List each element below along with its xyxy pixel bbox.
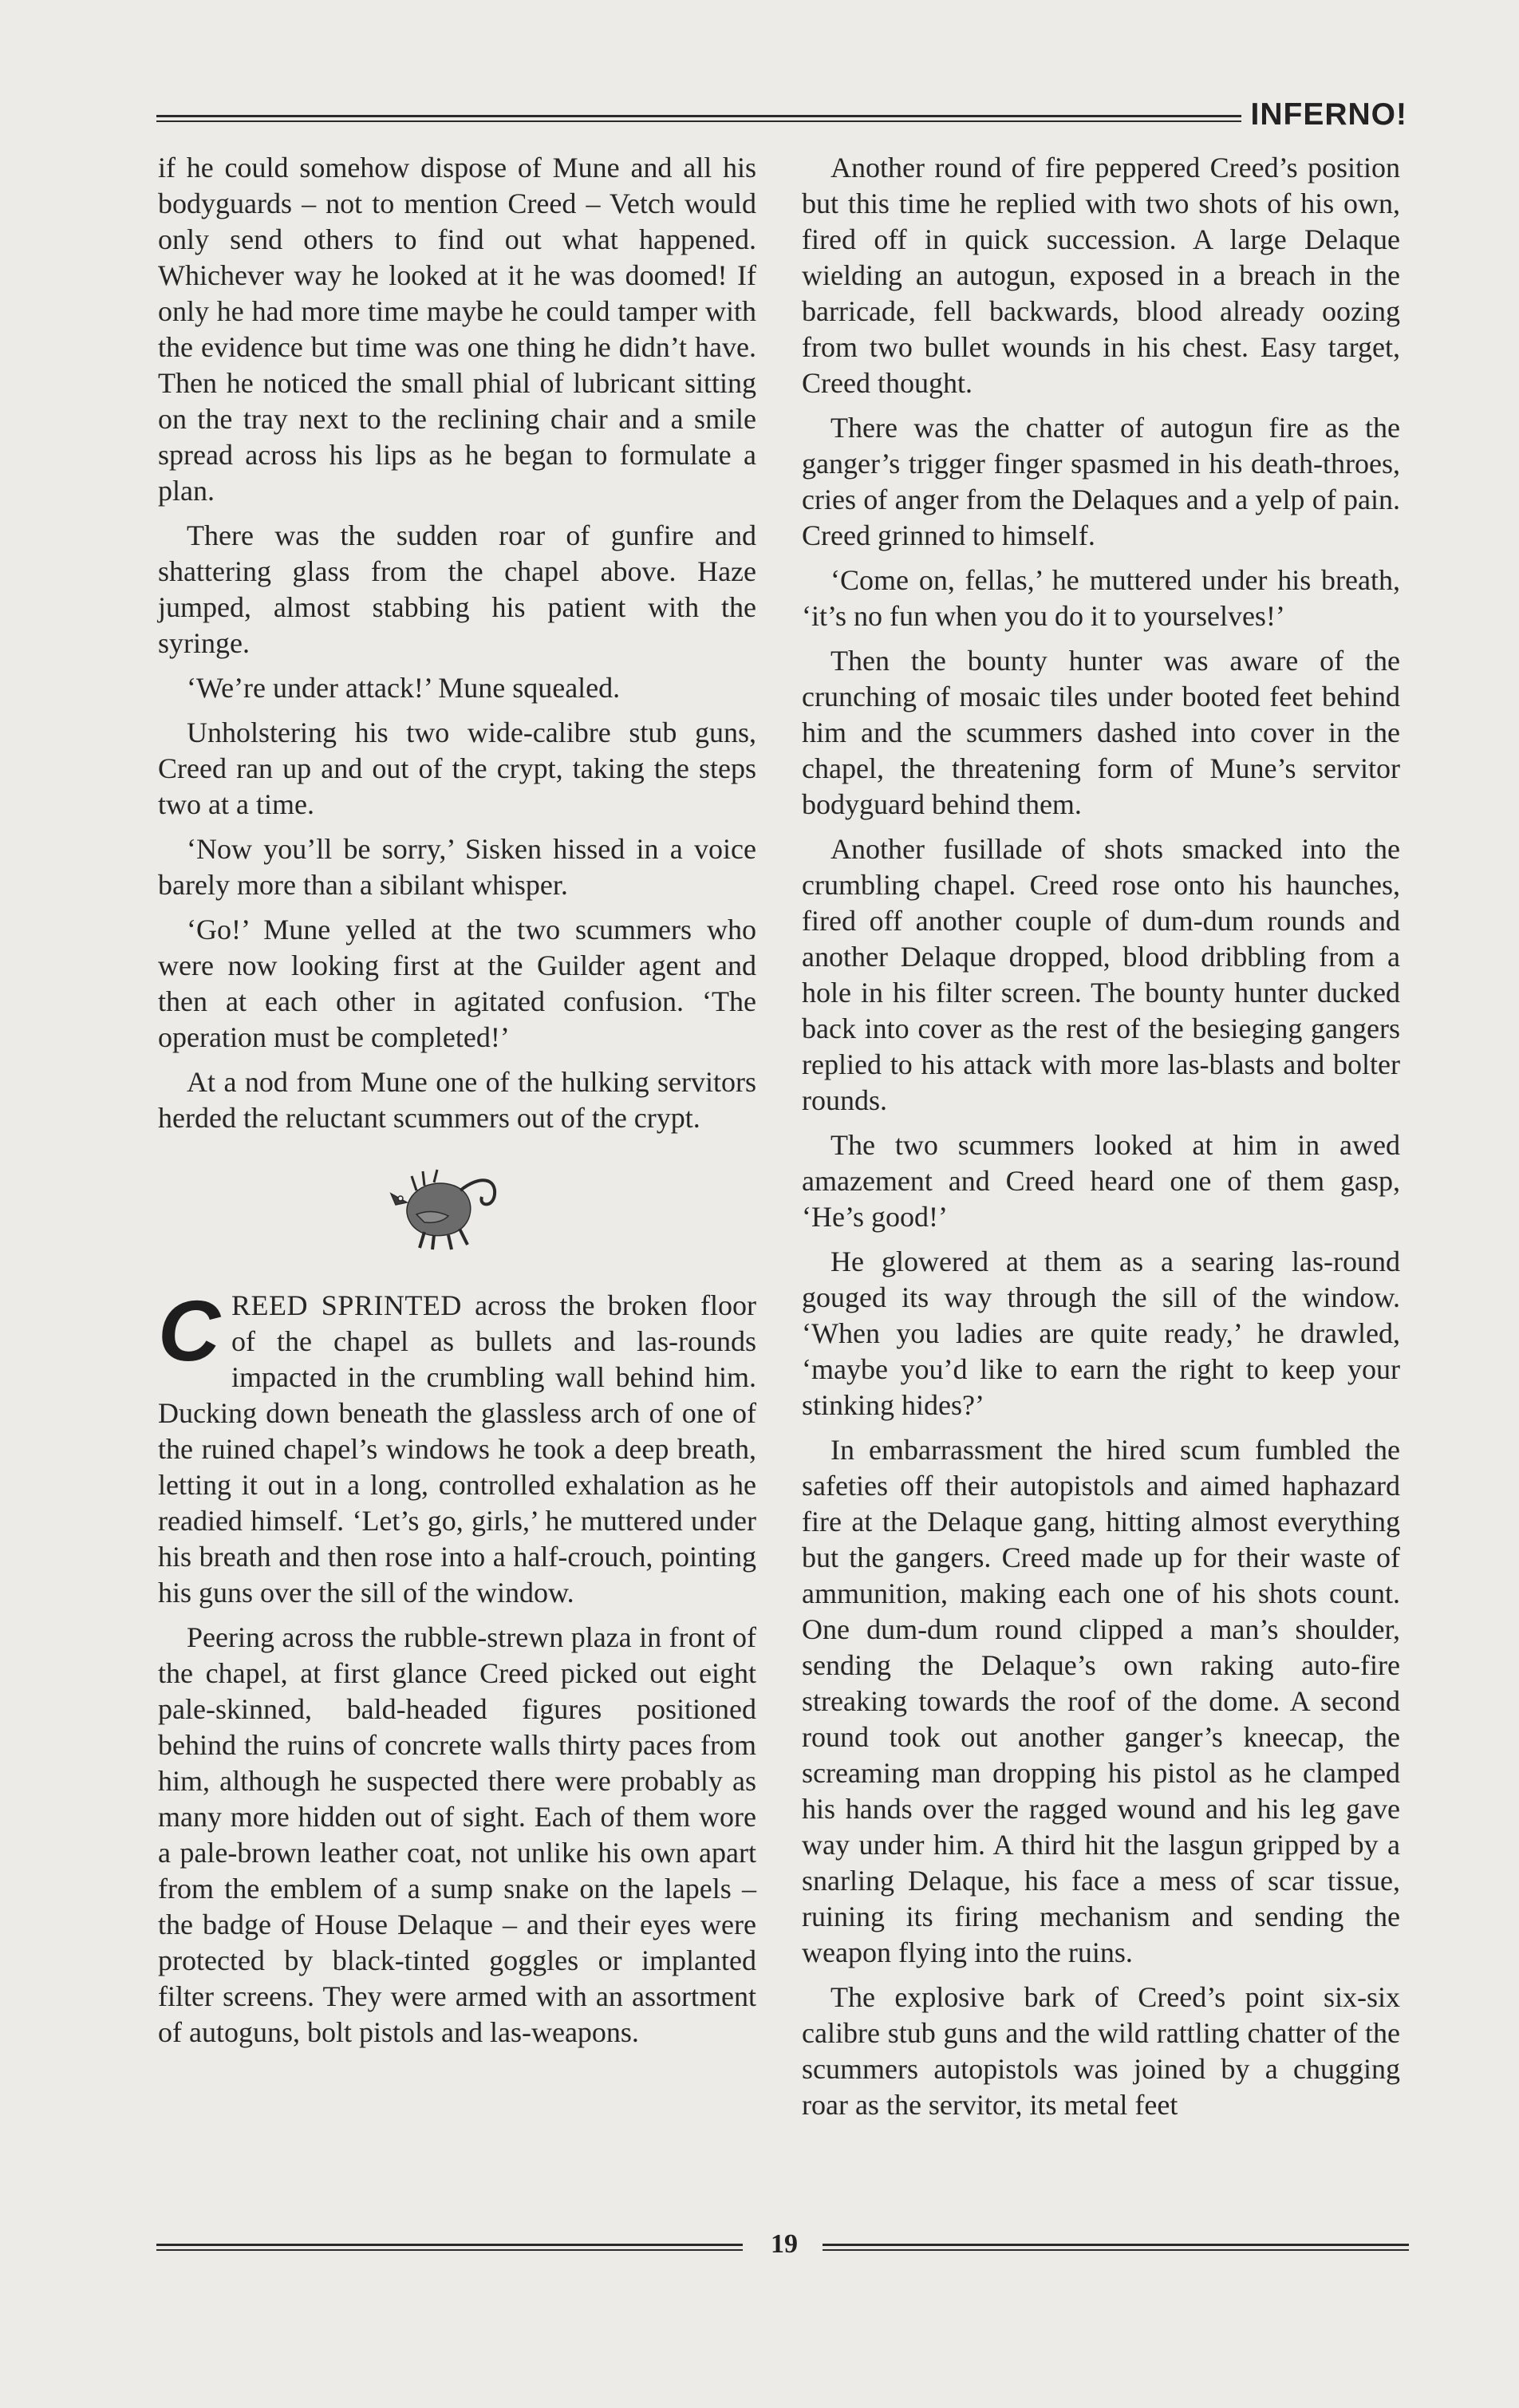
paragraph: Another round of fire peppered Creed’s position but this time he replied with two shots of his own, fired off in quick succession. A large Delaque wielding an autogun, exposed in a breach in the barricade, fell backwards, blood already oozing from two bullet wounds in his chest. Easy target, Creed thought. — [802, 152, 1400, 399]
page-footer — [156, 2228, 1409, 2268]
left-column — [158, 150, 756, 2059]
footer-rule-right — [823, 2244, 1409, 2251]
paragraph: There was the chatter of autogun fire as the ganger’s trigger finger spasmed in his death-throes, cries of anger from the Delaques and a yelp of pain. Creed grinned to himself. — [802, 412, 1400, 551]
right-column — [802, 150, 1400, 2132]
opening-caps: REED SPRINTED — [231, 1289, 462, 1321]
header-rule — [156, 115, 1241, 122]
footer-rule-left — [156, 2244, 743, 2251]
paragraph: if he could somehow dispose of Mune and all his bodyguards – not to mention Creed – Vetch would only send others to find out what happened. Whichever way he looked at it he was doomed! If only he had more time maybe he could tamper with the evidence but time was one thing he didn’t have. Then he noticed the small phial of lubricant sitting on the tray next to the reclining chair and a smile spread across his lips as he began to formulate a plan. — [158, 152, 756, 507]
rat-creature-ornament-icon — [385, 1159, 504, 1254]
section-opening-paragraph — [158, 1282, 757, 1611]
paragraph: ‘Now you’ll be sorry,’ Sisken hissed in a voice barely more than a sibilant whisper. — [158, 833, 756, 901]
paragraph: The two scummers looked at him in awed amazement and Creed heard one of them gasp, ‘He’s good!’ — [802, 1129, 1400, 1233]
paragraph: Peering across the rubble-strewn plaza in front of the chapel, at first glance Creed picked out eight pale-skinned, bald-headed figures positioned behind the ruins of concrete walls thirty paces from him, although he suspected there were probably as many more hidden out of sight. Each of them wore a pale-brown leather coat, not unlike his own apart from the emblem of a sump snake on the lapels – the badge of House Delaque – and their eyes were protected by black-tinted goggles or implanted filter screens. They were armed with an assortment of autoguns, bolt pistols and las-weapons. — [158, 1621, 756, 2048]
paragraph: The explosive bark of Creed’s point six-six calibre stub guns and the wild rattling chatter of the scummers autopistols was joined by a chugging roar as the servitor, its metal feet — [802, 1981, 1400, 2121]
paragraph: Another fusillade of shots smacked into the crumbling chapel. Creed rose onto his haunches, fired off another couple of dum-dum rounds and another Delaque dropped, blood dribbling from a hole in his filter screen. The bounty hunter ducked back into cover as the rest of the besieging gangers replied to his attack with more las-blasts and bolter rounds. — [802, 833, 1400, 1116]
opening-text: across the broken floor of the chapel as bullets and las-rounds impacted in the crumbling wall behind him. Ducking down beneath the glassless arch of one of the ruined chapel’s windows he took a deep breath, letting it out in a long, controlled exhalation as he readied himself. ‘Let’s go, girls,’ he muttered under his breath and then rose into a half-crouch, pointing his guns over the sill of the window. — [158, 1289, 757, 1609]
paragraph: ‘Go!’ Mune yelled at the two scummers who were now looking first at the Guilder agent and then at each other in agitated confusion. ‘The operation must be completed!’ — [158, 914, 756, 1053]
drop-cap: C — [158, 1282, 220, 1379]
paragraph: Then the bounty hunter was aware of the crunching of mosaic tiles under booted feet behind him and the scummers dashed into cover in the chapel, the threatening form of Mune’s servitor bodyguard behind them. — [802, 645, 1400, 820]
paragraph: ‘We’re under attack!’ Mune squealed. — [187, 672, 621, 704]
paragraph: At a nod from Mune one of the hulking servitors herded the reluctant scummers out of the crypt. — [158, 1066, 756, 1134]
paragraph: There was the sudden roar of gunfire and shattering glass from the chapel above. Haze jumped, almost stabbing his patient with the syringe. — [158, 519, 756, 659]
paragraph: Unholstering his two wide-calibre stub guns, Creed ran up and out of the crypt, taking the steps two at a time. — [158, 716, 756, 820]
paragraph: In embarrassment the hired scum fumbled the safeties off their autopistols and aimed haphazard fire at the Delaque gang, hitting almost everything but the gangers. Creed made up for their waste of ammunition, making each one of his shots count. One dum-dum round clipped a man’s shoulder, sending the Delaque’s own raking auto-fire streaking towards the roof of the dome. A second round took out another ganger’s kneecap, the screaming man dropping his pistol as he clamped his hands over the ragged wound and his leg gave way under him. A third hit the lasgun gripped by a snarling Delaque, his face a mess of scar tissue, ruining its firing mechanism and sending the weapon flying into the ruins. — [802, 1434, 1400, 1968]
paragraph: He glowered at them as a searing las-round gouged its way through the sill of the window. ‘When you ladies are quite ready,’ he drawled, ‘maybe you’d like to earn the right to keep your stinking hides?’ — [802, 1245, 1400, 1421]
paragraph: ‘Come on, fellas,’ he muttered under his breath, ‘it’s no fun when you do it to yourselves!’ — [802, 564, 1400, 632]
page-number: 19 — [771, 2229, 798, 2259]
running-head-title: INFERNO! — [1250, 97, 1407, 132]
running-header — [156, 97, 1407, 137]
